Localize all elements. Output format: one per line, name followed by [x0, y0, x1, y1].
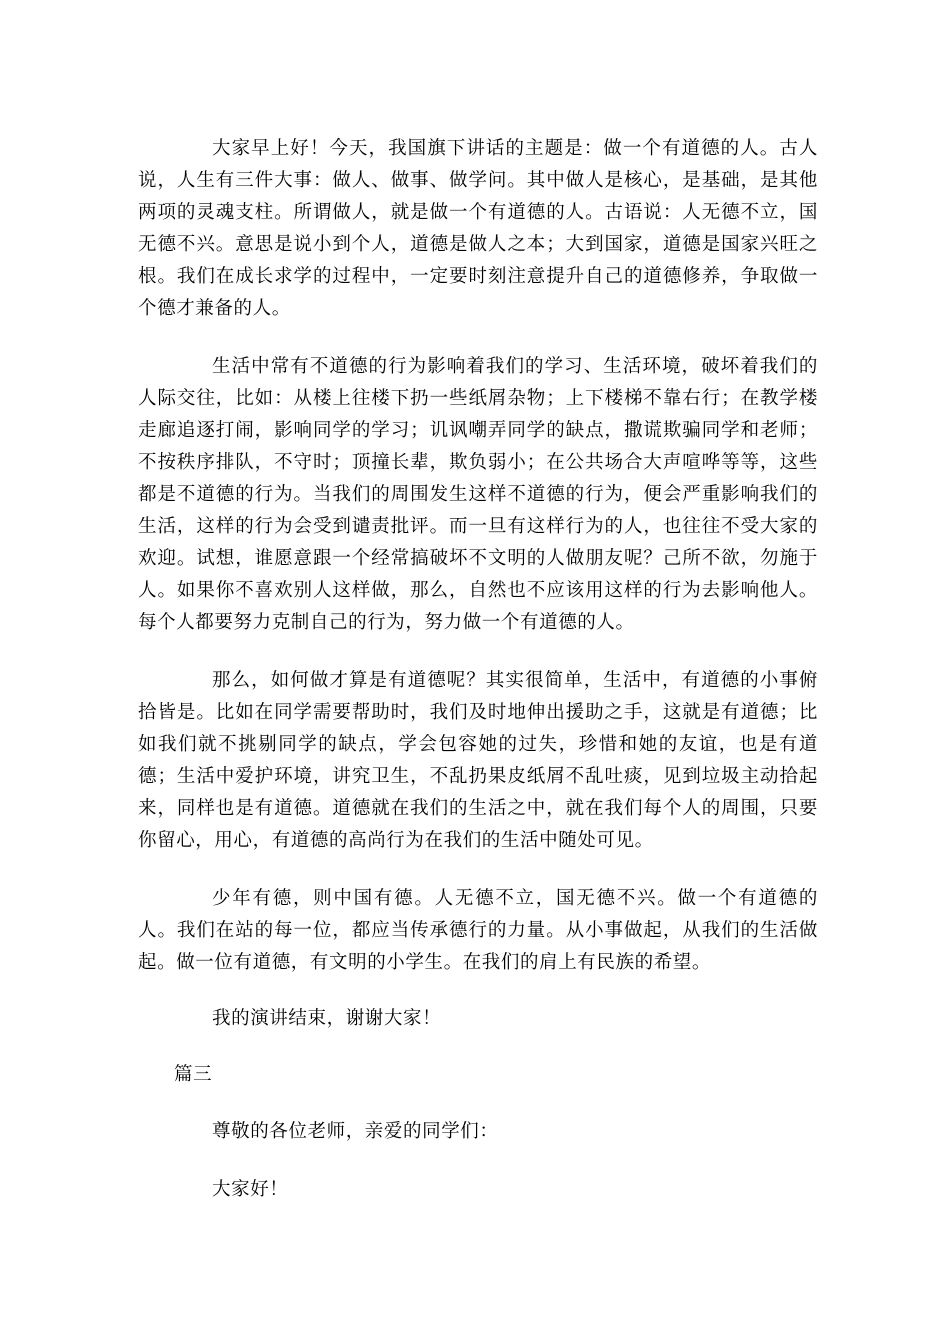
greeting-line: 大家好！: [212, 1179, 289, 1200]
paragraph-how-to-be-moral: 那么，如何做才算是有道德呢？其实很简单，生活中，有道德的小事俯拾皆是。比如在同学需要帮助时，我们及时地伸出援助之手，这就是有道德；比如我们就不挑剔同学的缺点，学会包容她的过失，珍惜和她的友谊，也是有道德；生活中爱护环境，讲究卫生，不乱扔果皮纸屑不乱吐痰，见到垃圾主动拾起来，同样也是有道德。道德就在我们的生活之中，就在我们每个人的周围，只要你留心，用心，有道德的高尚行为在我们的生活中随处可见。: [138, 670, 818, 851]
paragraph-opening: 大家早上好！今天，我国旗下讲话的主题是：做一个有道德的人。古人说，人生有三件大事：做人、做事、做学问。其中做人是核心，是基础，是其他两项的灵魂支柱。所谓做人，就是做一个有道德的人。古语说：人无德不立，国无德不兴。意思是说小到个人，道德是做人之本；大到国家，道德是国家兴旺之根。我们在成长求学的过程中，一定要时刻注意提升自己的道德修养，争取做一个德才兼备的人。: [138, 138, 818, 319]
section-label: 篇三: [174, 1064, 213, 1085]
closing-line: 我的演讲结束，谢谢大家！: [212, 1008, 442, 1029]
paragraph-immoral-behaviors: 生活中常有不道德的行为影响着我们的学习、生活环境，破坏着我们的人际交往，比如：从楼上往楼下扔一些纸屑杂物；上下楼梯不靠右行；在教学楼走廊追逐打闹，影响同学的学习；讥讽嘲弄同学的缺点，撒谎欺骗同学和老师；不按秩序排队，不守时；顶撞长辈，欺负弱小；在公共场合大声喧哗等等，这些都是不道德的行为。当我们的周围发生这样不道德的行为，便会严重影响我们的生活，这样的行为会受到谴责批评。而一旦有这样行为的人，也往往不受大家的欢迎。试想，谁愿意跟一个经常搞破坏不文明的人做朋友呢？己所不欲，勿施于人。如果你不喜欢别人这样做，那么，自然也不应该用这样的行为去影响他人。每个人都要努力克制自己的行为，努力做一个有道德的人。: [138, 356, 818, 633]
document-body: [138, 133, 818, 1206]
paragraph-conclusion: 少年有德，则中国有德。人无德不立，国无德不兴。做一个有道德的人。我们在站的每一位，都应当传承德行的力量。从小事做起，从我们的生活做起。做一位有道德，有文明的小学生。在我们的肩上有民族的希望。: [138, 888, 818, 973]
salutation-line: 尊敬的各位老师，亲爱的同学们：: [212, 1121, 499, 1142]
